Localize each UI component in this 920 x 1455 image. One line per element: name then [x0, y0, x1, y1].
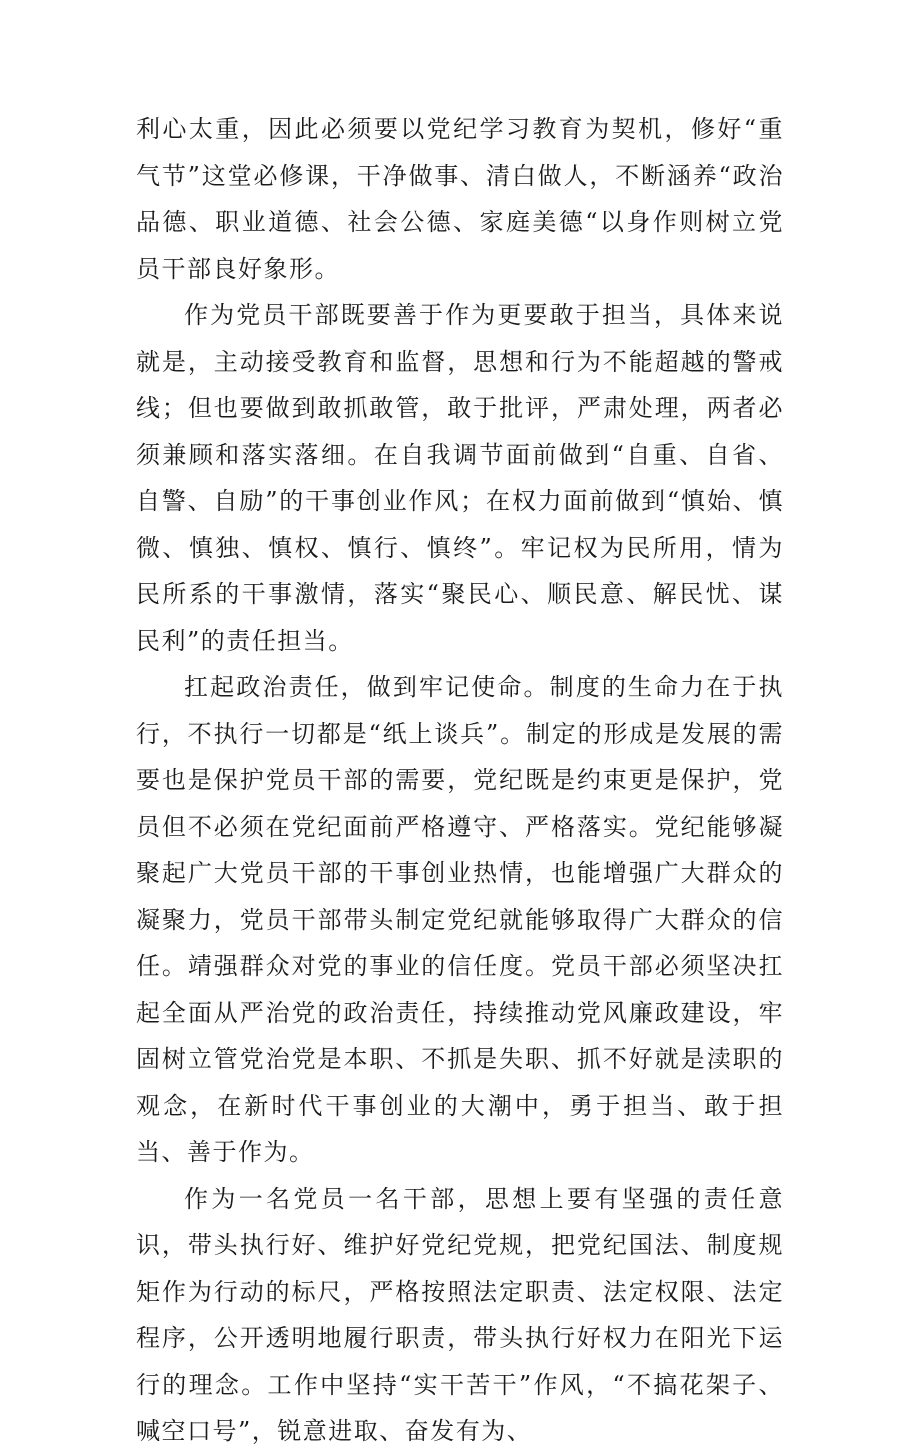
paragraph-2: 作为党员干部既要善于作为更要敢于担当，具体来说就是，主动接受教育和监督，思想和行为不能超越的警戒线；但也要做到敢抓敢管，敢于批评，严肃处理，两者必须兼顾和落实落细。在自我调节面前做到“自重、自省、自警、自励”的干事创业作风；在权力面前做到“慎始、慎微、慎独、慎权、慎行、慎终”。牢记权为民所用，情为民所系的干事激情，落实“聚民心、顺民意、解民忧、谋民利”的责任担当。: [136, 301, 784, 655]
paragraph-1: 利心太重，因此必须要以党纪学习教育为契机，修好“重气节”这堂必修课，干净做事、清白做人，不断涵养“政治品德、职业道德、社会公德、家庭美德“以身作则树立党员干部良好象形。: [136, 115, 784, 283]
document-body: [136, 106, 784, 1455]
paragraph-4: 作为一名党员一名干部，思想上要有坚强的责任意识，带头执行好、维护好党纪党规，把党纪国法、制度规矩作为行动的标尺，严格按照法定职责、法定权限、法定程序，公开透明地履行职责，带头执行好权力在阳光下运行的理念。工作中坚持“实干苦干”作风，“不搞花架子、喊空口号”，锐意进取、奋发有为、: [136, 1184, 784, 1445]
paragraph-3: 扛起政治责任，做到牢记使命。制度的生命力在于执行，不执行一切都是“纸上谈兵”。制定的形成是发展的需要也是保护党员干部的需要，党纪既是约束更是保护，党员但不必须在党纪面前严格遵守、严格落实。党纪能够凝聚起广大党员干部的干事创业热情，也能增强广大群众的凝聚力，党员干部带头制定党纪就能够取得广大群众的信任。靖强群众对党的事业的信任度。党员干部必须坚决扛起全面从严治党的政治责任，持续推动党风廉政建设，牢固树立管党治党是本职、不抓是失职、抓不好就是渎职的观念，在新时代干事创业的大潮中，勇于担当、敢于担当、善于作为。: [136, 673, 784, 1166]
